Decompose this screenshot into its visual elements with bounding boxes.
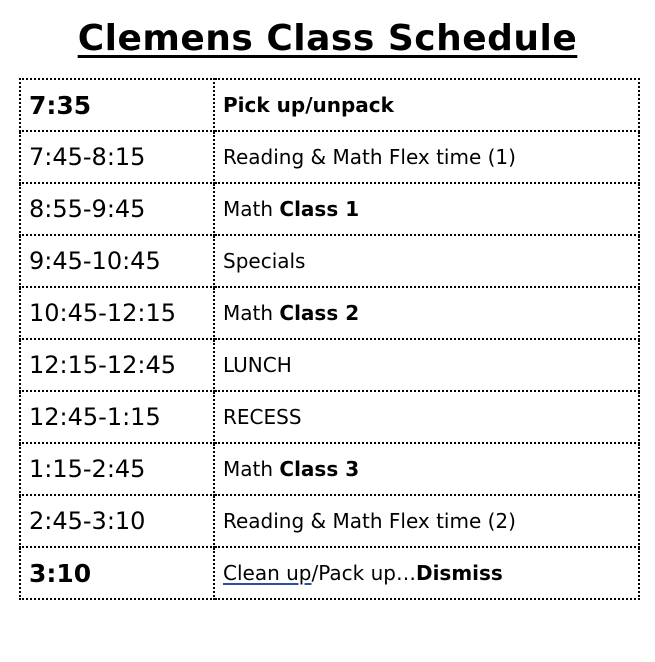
time-cell: 8:55-9:45 xyxy=(20,183,214,235)
activity-cell: Reading & Math Flex time (1) xyxy=(214,131,639,183)
activity-cell xyxy=(214,287,639,339)
time-cell: 1:15-2:45 xyxy=(20,443,214,495)
activity-cell: Pick up/unpack xyxy=(214,79,639,131)
activity-class-label: Class 1 xyxy=(279,197,360,221)
page-title: Clemens Class Schedule xyxy=(77,18,578,59)
table-row xyxy=(20,339,639,391)
time-cell: 7:45-8:15 xyxy=(20,131,214,183)
activity-packup-text: /Pack up… xyxy=(311,561,416,585)
activity-cell: Reading & Math Flex time (2) xyxy=(214,495,639,547)
time-cell: 10:45-12:15 xyxy=(20,287,214,339)
activity-cell xyxy=(214,183,639,235)
activity-class-label: Class 2 xyxy=(279,301,360,325)
activity-cleanup-text: Clean up xyxy=(223,561,312,585)
table-row xyxy=(20,443,639,495)
activity-cell: LUNCH xyxy=(214,339,639,391)
time-cell: 12:45-1:15 xyxy=(20,391,214,443)
table-row xyxy=(20,495,639,547)
activity-class-label: Class 3 xyxy=(279,457,360,481)
activity-cell: RECESS xyxy=(214,391,639,443)
time-cell: 2:45-3:10 xyxy=(20,495,214,547)
table-row xyxy=(20,287,639,339)
activity-subject: Math xyxy=(223,457,280,481)
activity-cell xyxy=(214,547,639,599)
activity-dismiss-text: Dismiss xyxy=(415,561,503,585)
time-cell: 12:15-12:45 xyxy=(20,339,214,391)
activity-cell xyxy=(214,443,639,495)
table-row xyxy=(20,391,639,443)
table-row xyxy=(20,547,639,599)
table-row xyxy=(20,235,639,287)
table-row xyxy=(20,79,639,131)
activity-subject: Math xyxy=(223,301,280,325)
schedule-table xyxy=(19,78,640,600)
time-cell: 3:10 xyxy=(20,547,214,599)
activity-subject: Math xyxy=(223,197,280,221)
time-cell: 7:35 xyxy=(20,79,214,131)
activity-cell: Specials xyxy=(214,235,639,287)
table-row xyxy=(20,131,639,183)
table-row xyxy=(20,183,639,235)
time-cell: 9:45-10:45 xyxy=(20,235,214,287)
